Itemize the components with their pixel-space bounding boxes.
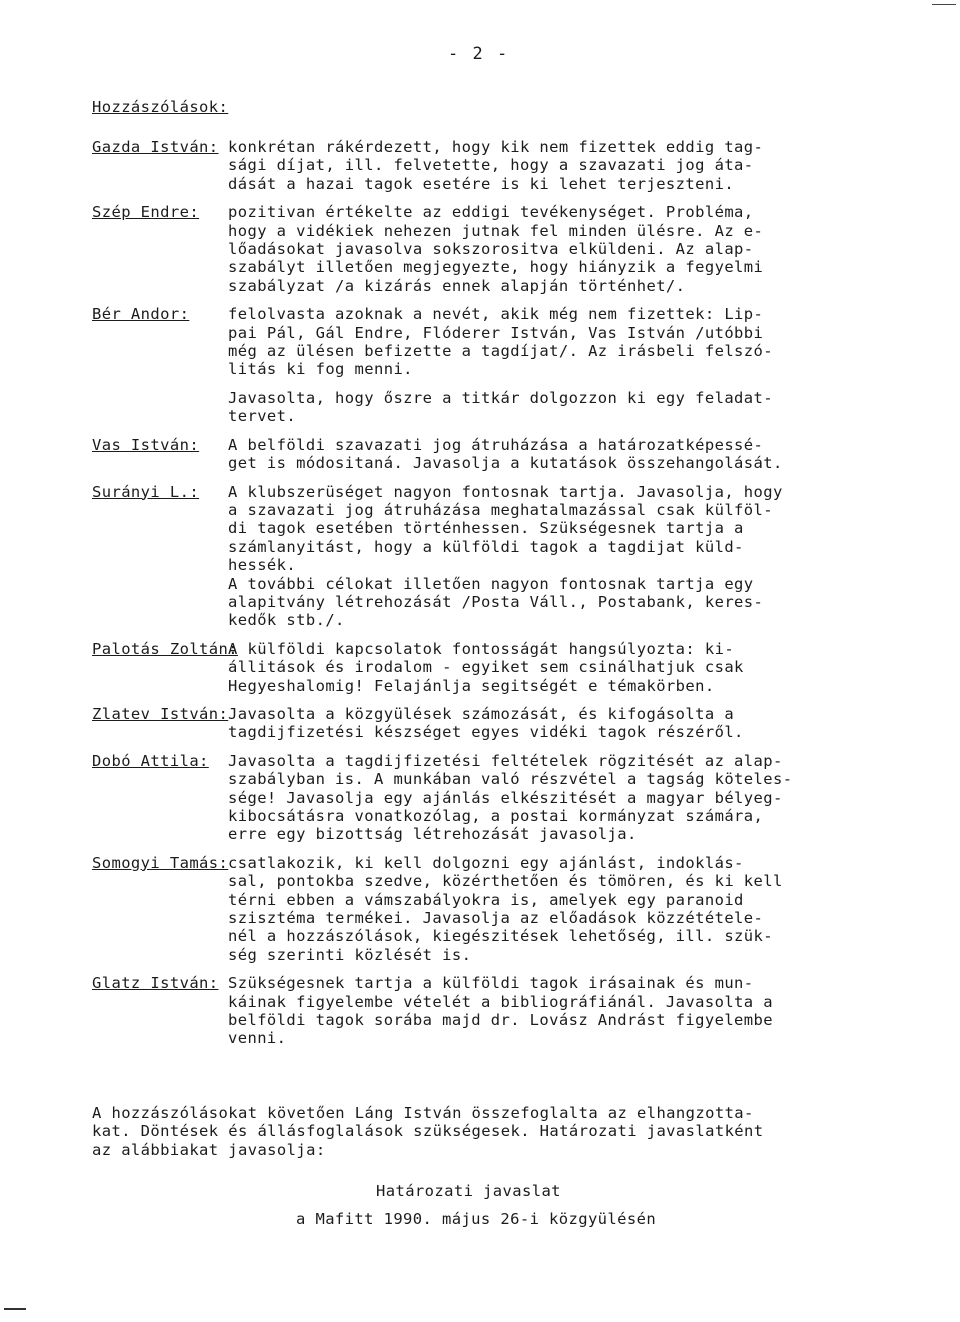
- comments-list: [92, 138, 882, 1058]
- comment-line: pozitivan értékelte az eddigi tevékenységet. Probléma,: [228, 203, 754, 222]
- comment-line: alapitvány létrehozását /Posta Váll., Postabank, keres-: [228, 592, 764, 611]
- comment-text: [228, 640, 882, 695]
- comment-line: Javasolta a közgyülések számozását, és kifogásolta a: [228, 704, 735, 723]
- comment-text: [228, 483, 882, 630]
- comment-entry: [92, 974, 882, 1048]
- speaker-name: Dobó Attila:: [92, 751, 209, 770]
- comment-line: lőadásokat javasolva sokszorositva elküldeni. Az alap-: [228, 240, 754, 259]
- speaker-name: Vas István:: [92, 435, 200, 454]
- comment-line: kedők stb./.: [228, 611, 345, 630]
- comment-text: [228, 138, 882, 193]
- comment-line: számlanyitást, hogy a külföldi tagok a tagdijat küld-: [228, 537, 744, 556]
- comment-text: [228, 854, 882, 964]
- speaker-name: Somogyi Tamás:: [92, 853, 229, 872]
- speaker-name: Glatz István:: [92, 974, 219, 993]
- comment-line: A külföldi kapcsolatok fontosságát hangsúlyozta: ki-: [228, 639, 735, 658]
- comment-entry: [92, 483, 882, 630]
- comment-line: litás ki fog menni.: [228, 360, 413, 379]
- speaker-name: Zlatev István:: [92, 704, 229, 723]
- comment-text: [228, 705, 882, 742]
- speaker-name: Palotás Zoltán:: [92, 639, 238, 658]
- comment-text: [228, 389, 882, 426]
- speaker-name: Szép Endre:: [92, 203, 200, 222]
- comment-line: tervet.: [228, 407, 297, 426]
- comment-line: pai Pál, Gál Endre, Flóderer István, Vas István /utóbbi: [228, 323, 764, 342]
- comment-line: get is módositaná. Javasolja a kutatások összehangolását.: [228, 454, 783, 473]
- comment-line: Javasolta a tagdijfizetési feltételek rögzitését az alap-: [228, 751, 783, 770]
- comment-line: ség szerinti közlését is.: [228, 945, 472, 964]
- summary-paragraph: [92, 1104, 764, 1159]
- comment-entry: [92, 436, 882, 473]
- comment-line: tagdijfizetési készséget egyes vidéki tagok részéről.: [228, 723, 744, 742]
- comment-line: belföldi tagok sorába majd dr. Lovász Andrást figyelembe: [228, 1011, 773, 1030]
- comment-line: A belföldi szavazati jog átruházása a határozatképessé-: [228, 435, 764, 454]
- comment-line: szisztéma termékei. Javasolja az előadások közzététele-: [228, 909, 764, 928]
- comment-text: [228, 305, 882, 379]
- comment-line: konkrétan rákérdezett, hogy kik nem fizettek eddig tag-: [228, 138, 764, 156]
- speaker-name: Surányi L.:: [92, 482, 200, 501]
- resolution-title: Határozati javaslat: [376, 1182, 561, 1200]
- summary-line: az alábbiakat javasolja:: [92, 1140, 326, 1159]
- comment-line: sági díjat, ill. felvetette, hogy a szavazati jog áta-: [228, 156, 754, 175]
- comment-entry: [92, 389, 882, 426]
- comment-line: A klubszerüséget nagyon fontosnak tartja. Javasolja, hogy: [228, 482, 783, 501]
- page-number: - 2 -: [448, 44, 510, 64]
- scan-corner-mark: [932, 4, 956, 5]
- comment-line: szabályban is. A munkában való részvétel a tagság köteles-: [228, 770, 793, 789]
- comment-line: sal, pontokba szedve, közérthetően és tömören, és ki kell: [228, 872, 783, 891]
- section-heading: Hozzászólások:: [92, 98, 229, 116]
- resolution-subtitle: a Mafitt 1990. május 26-i közgyülésén: [296, 1210, 657, 1228]
- comment-line: még az ülésen befizette a tagdíjat/. Az irásbeli felszó-: [228, 342, 773, 361]
- comment-line: kibocsátásra vonatkozólag, a postai kormányzat számára,: [228, 807, 764, 825]
- comment-line: káinak figyelembe vételét a bibliográfiánál. Javasolta a: [228, 992, 773, 1011]
- comment-line: szabályzat /a kizárás ennek alapján történhet/.: [228, 276, 686, 295]
- comment-line: nél a hozzászólások, kiegészitések lehetőség, ill. szük-: [228, 927, 773, 946]
- comment-line: a szavazati jog átruházása meghatalmazással csak külföl-: [228, 500, 773, 519]
- comment-line: hessék.: [228, 556, 297, 575]
- comment-line: Hegyeshalomig! Felajánlja segitségét e témakörben.: [228, 676, 715, 695]
- speaker-name: Bér Andor:: [92, 305, 190, 324]
- comment-entry: [92, 203, 882, 295]
- comment-line: hogy a vidékiek nehezen jutnak fel minden ülésre. Az e-: [228, 221, 764, 240]
- comment-text: [228, 436, 882, 473]
- comment-line: szabályt illetően megjegyezte, hogy hiányzik a fegyelmi: [228, 258, 764, 277]
- speaker-name: [92, 389, 228, 426]
- comment-line: A további célokat illetően nagyon fontosnak tartja egy: [228, 574, 754, 593]
- summary-line: A hozzászólásokat követően Láng István összefoglalta az elhangzotta-: [92, 1104, 754, 1122]
- comment-line: venni.: [228, 1029, 287, 1048]
- comment-entry: [92, 138, 882, 193]
- comment-entry: [92, 305, 882, 379]
- comment-line: sége! Javasolja egy ajánlás elkészitését a magyar bélyeg-: [228, 788, 783, 807]
- comment-text: [228, 974, 882, 1048]
- comment-entry: [92, 854, 882, 964]
- scan-edge-mark: [4, 1308, 26, 1310]
- speaker-name: Gazda István:: [92, 138, 219, 156]
- comment-entry: [92, 752, 882, 844]
- comment-line: di tagok esetében történhessen. Szükségesnek tartja a: [228, 519, 744, 538]
- comment-entry: [92, 705, 882, 742]
- comment-line: dását a hazai tagok esetére is ki lehet terjeszteni.: [228, 174, 735, 193]
- comment-text: [228, 203, 882, 295]
- comment-line: csatlakozik, ki kell dolgozni egy ajánlást, indoklás-: [228, 853, 744, 872]
- comment-line: Javasolta, hogy őszre a titkár dolgozzon ki egy feladat-: [228, 388, 773, 407]
- comment-line: Szükségesnek tartja a külföldi tagok irásainak és mun-: [228, 974, 754, 993]
- comment-line: állitások és irodalom - egyiket sem csinálhatjuk csak: [228, 658, 744, 677]
- comment-entry: [92, 640, 882, 695]
- comment-line: felolvasta azoknak a nevét, akik még nem fizettek: Lip-: [228, 305, 764, 324]
- comment-line: térni ebben a vámszabályokra is, amelyek egy paranoid: [228, 890, 744, 909]
- comment-text: [228, 752, 882, 844]
- summary-line: kat. Döntések és állásfoglalások szükségesek. Határozati javaslatként: [92, 1122, 764, 1141]
- comment-line: erre egy bizottság létrehozását javasolja.: [228, 825, 637, 844]
